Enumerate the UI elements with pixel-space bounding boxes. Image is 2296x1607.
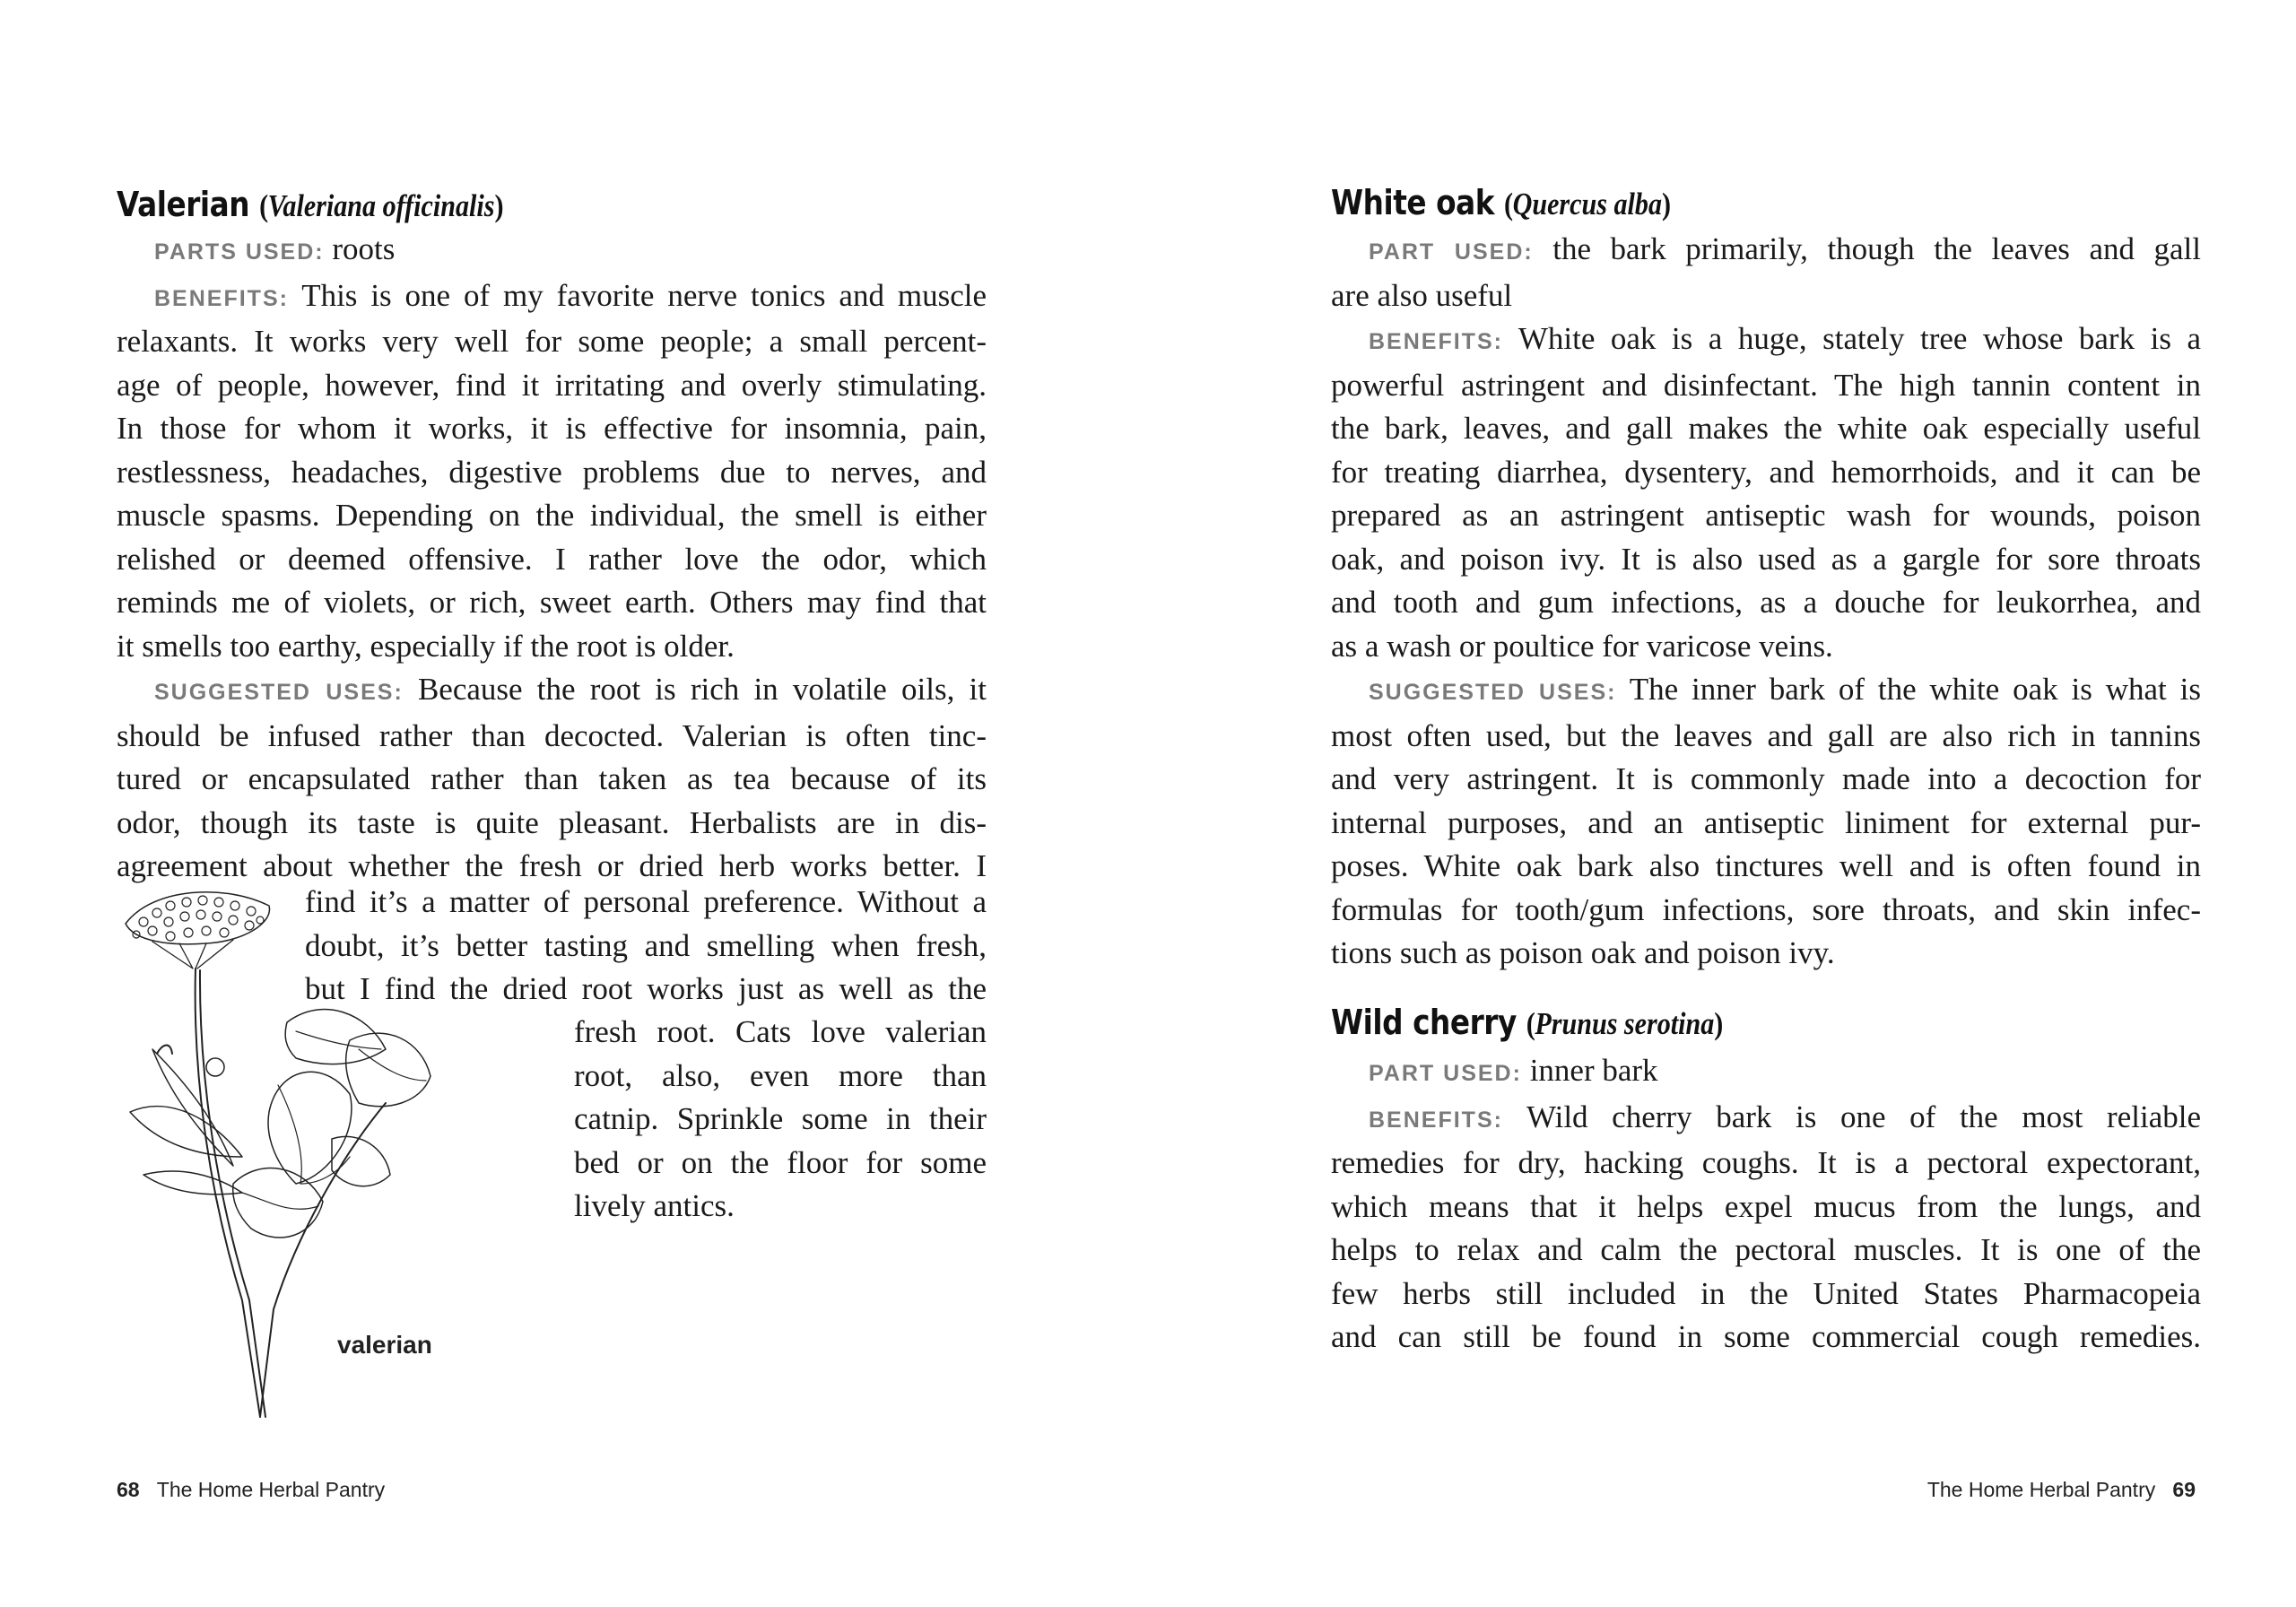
parts-used-label: PART USED:: [1369, 239, 1534, 265]
benefits-label: BENEFITS:: [1369, 1107, 1503, 1133]
text-line: reminds me of violets, or rich, sweet earth. Others may find that: [117, 585, 987, 620]
text-line: as a wash or poultice for varicose veins.: [1331, 628, 1833, 664]
text-line: lively antics.: [574, 1188, 735, 1223]
text-line: but I find the dried root works just as well as the: [305, 971, 987, 1006]
benefits-label: BENEFITS:: [1369, 329, 1503, 354]
text-line: root, also, even more than: [574, 1057, 987, 1093]
text-line: for treating diarrhea, dysentery, and hemorrhoids, and it can be: [1331, 454, 2201, 490]
latin-name: Valeriana officinalis: [267, 188, 495, 223]
stem: [196, 969, 260, 1417]
text-line: oak, and poison ivy. It is also used as a gargle for sore throats: [1331, 541, 2201, 577]
text-line: In those for whom it works, it is effective for insomnia, pain,: [117, 411, 987, 446]
benefits-paragraph: [1331, 1096, 2201, 1359]
suggested-uses-paragraph: [1331, 668, 2201, 976]
text-line: prepared as an astringent antiseptic wash for wounds, poison: [1331, 498, 2201, 533]
parts-used-label: PARTS USED:: [154, 239, 325, 265]
text-line: internal purposes, and an antiseptic liniment for external pur-: [1331, 804, 2201, 840]
illustration-caption: valerian: [337, 1331, 432, 1359]
suggested-uses-label: SUGGESTED USES:: [1369, 680, 1617, 705]
text-line: few herbs still included in the United States Pharmacopeia: [1331, 1275, 2201, 1311]
benefits-paragraph: [1331, 317, 2201, 668]
flower-cluster: [126, 892, 269, 969]
herb-heading-valerian: Valerian (Valeriana officinalis): [117, 185, 504, 224]
text-line: it smells too earthy, especially if the root is older.: [117, 628, 735, 664]
suggested-uses-label: SUGGESTED USES:: [154, 680, 404, 705]
text-line: fresh root. Cats love valerian: [574, 1014, 987, 1049]
benefits-label: BENEFITS:: [154, 285, 289, 311]
valerian-body: [117, 228, 987, 889]
herb-name: White oak: [1331, 183, 1495, 222]
valerian-wrap-text-b: [574, 1011, 987, 1229]
parts-used-paragraph: [1331, 1049, 2201, 1096]
left-page-footer: [117, 1478, 385, 1502]
parts-used-paragraph: [117, 228, 987, 274]
page-number: 68: [117, 1478, 140, 1501]
text-line: odor, though its taste is quite pleasant. Herbalists are in dis-: [117, 804, 987, 840]
text-line: tured or encapsulated rather than taken as tea because of its: [117, 761, 987, 796]
running-title: The Home Herbal Pantry: [1926, 1478, 2156, 1501]
benefits-paragraph: [117, 274, 987, 669]
text-line: relaxants. It works very well for some people; a small percent-: [117, 324, 987, 359]
parts-used-paragraph: [1331, 228, 2201, 317]
right-page-footer: [1927, 1478, 2196, 1502]
text-line: the bark primarily, though the leaves and gall: [1533, 231, 2201, 266]
text-line: most often used, but the leaves and gall are also rich in tannins: [1331, 717, 2201, 753]
text-line: which means that it helps expel mucus from the lungs, and: [1331, 1188, 2201, 1224]
text-line: inner bark: [1521, 1053, 1658, 1088]
text-line: White oak is a huge, stately tree whose bark is a: [1502, 321, 2201, 356]
text-line: relished or deemed offensive. I rather love the odor, which: [117, 541, 987, 577]
text-line: poses. White oak bark also tinctures well and is often found in: [1331, 848, 2201, 883]
text-line: bed or on the floor for some: [574, 1144, 987, 1180]
latin-name: Quercus alba: [1512, 187, 1663, 222]
herb-name: Wild cherry: [1331, 1003, 1517, 1042]
text-line: restlessness, headaches, digestive problems due to nerves, and: [117, 454, 987, 490]
text-line: Wild cherry bark is one of the most reliable: [1502, 1099, 2201, 1134]
latin-name: Prunus serotina: [1535, 1006, 1715, 1041]
herb-heading-white-oak: White oak (Quercus alba): [1331, 183, 1671, 222]
text-line: The inner bark of the white oak is what is: [1616, 672, 2201, 707]
white-oak-body: [1331, 228, 2201, 976]
text-line: age of people, however, find it irritating and overly stimulating.: [117, 367, 987, 403]
parts-used-label: PART USED:: [1369, 1061, 1522, 1086]
text-line: find it’s a matter of personal preference. Without a: [305, 884, 987, 919]
text-line: This is one of my favorite nerve tonics and muscle: [288, 277, 987, 313]
text-line: catnip. Sprinkle some in their: [574, 1101, 987, 1136]
wild-cherry-body: [1331, 1049, 2201, 1359]
text-line: remedies for dry, hacking coughs. It is a pectoral expectorant,: [1331, 1145, 2201, 1180]
text-line: powerful astringent and disinfectant. The high tannin content in: [1331, 367, 2201, 403]
suggested-uses-paragraph: [117, 668, 987, 889]
left-page: [117, 0, 987, 1607]
text-line: agreement about whether the fresh or dried herb works better. I: [117, 848, 987, 883]
page-number: 69: [2172, 1478, 2196, 1501]
text-line: muscle spasms. Depending on the individual, the smell is either: [117, 498, 987, 533]
text-line: and very astringent. It is commonly made into a decoction for: [1331, 761, 2201, 796]
text-line: tions such as poison oak and poison ivy.: [1331, 935, 1835, 970]
text-line: doubt, it’s better tasting and smelling when fresh,: [305, 927, 987, 963]
text-line: helps to relax and calm the pectoral muscles. It is one of the: [1331, 1232, 2201, 1267]
running-title: The Home Herbal Pantry: [156, 1478, 386, 1501]
text-line: should be infused rather than decocted. Valerian is often tinc-: [117, 717, 987, 753]
text-line: and can still be found in some commercial cough remedies.: [1331, 1319, 2201, 1354]
text-line: the bark, leaves, and gall makes the white oak especially useful: [1331, 411, 2201, 446]
herb-name: Valerian: [117, 185, 250, 224]
text-line: formulas for tooth/gum infections, sore throats, and skin infec-: [1331, 891, 2201, 927]
herb-heading-wild-cherry: Wild cherry (Prunus serotina): [1331, 1003, 1723, 1042]
text-line: roots: [324, 231, 396, 266]
text-line: are also useful: [1331, 277, 1513, 313]
right-page: [1331, 0, 2201, 1607]
text-line: Because the root is rich in volatile oils, it: [403, 672, 987, 707]
text-line: and tooth and gum infections, as a douche for leukorrhea, and: [1331, 585, 2201, 620]
